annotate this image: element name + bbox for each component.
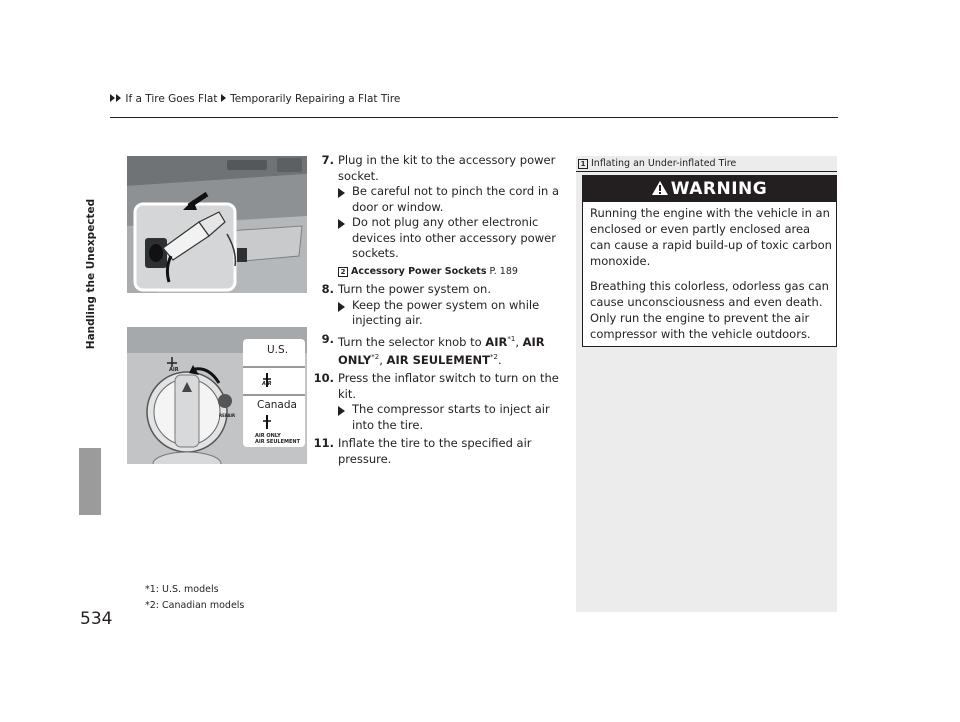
step-number: 8.: [321, 282, 334, 296]
step-text: Press the inflator switch to turn on the kit.: [338, 371, 559, 401]
warning-paragraph-1: Running the engine with the vehicle in an enclosed or even partly enclosed area can cause a rapid build-up of toxic carbon monoxide.: [590, 206, 832, 268]
warning-label: WARNING: [670, 179, 768, 199]
breadcrumb-part-1[interactable]: If a Tire Goes Flat: [125, 93, 218, 105]
breadcrumb-part-2[interactable]: Temporarily Repairing a Flat Tire: [230, 93, 401, 105]
air-seulement-mode-text: AIR SEULEMENT: [386, 352, 491, 367]
air-only-mode-text: AIR ONLY: [338, 334, 545, 367]
accessory-socket-drawing: [127, 156, 307, 293]
step-end: .: [497, 352, 502, 367]
step-number: 10.: [313, 371, 334, 386]
breadcrumb-arrow-icon: [110, 94, 115, 102]
step-sub-text: Keep the power system on while injecting air.: [352, 297, 540, 327]
bullet-arrow-icon: [338, 188, 345, 198]
footnote-marker: *2: [490, 352, 498, 361]
step-sub: [338, 184, 565, 215]
step-sub-text: Be careful not to pinch the cord in a door or window.: [352, 184, 560, 214]
procedure-steps: [310, 153, 565, 470]
side-note-title: [576, 156, 837, 169]
step-sub: [338, 215, 565, 262]
warning-box: [582, 175, 837, 347]
step-8: [310, 282, 565, 329]
side-tab-label: Handling the Unexpected: [85, 198, 97, 349]
air-seulement-label: AIR SEULEMENT: [255, 439, 300, 445]
breadcrumb-arrow-icon: [221, 94, 226, 102]
step-text: Inflate the tire to the specified air pressure.: [338, 436, 532, 466]
canada-label: Canada: [257, 399, 297, 411]
selector-knob-illustration: [127, 327, 307, 464]
side-note-header: [576, 156, 837, 172]
warning-triangle-icon: [652, 181, 668, 195]
reference-icon: 2: [338, 267, 348, 277]
footnote-marker: *1: [507, 334, 516, 343]
step-number: 9.: [321, 331, 334, 346]
step-9: [310, 332, 565, 369]
footnote-marker: *2: [371, 352, 380, 361]
side-note-rule: [576, 171, 837, 172]
air-mode-text: AIR: [485, 334, 508, 349]
step-11: [310, 436, 565, 467]
breadcrumb-arrow-icon: [116, 94, 121, 102]
reference-label[interactable]: Accessory Power Sockets: [351, 265, 487, 277]
step-sub: [338, 298, 565, 329]
bullet-arrow-icon: [338, 302, 345, 312]
us-label: U.S.: [267, 344, 289, 356]
step-text: [338, 332, 565, 369]
us-air-label: AIR: [262, 381, 272, 387]
repair-label: REPAIR: [219, 413, 236, 418]
step-sub: [338, 402, 565, 433]
separator: ,: [379, 352, 387, 367]
bullet-arrow-icon: [338, 406, 345, 416]
step-sub-text: Do not plug any other electronic devices into other accessory power sockets.: [352, 215, 556, 260]
bullet-arrow-icon: [338, 219, 345, 229]
step-number: 7.: [321, 153, 334, 167]
footnote-1: *1: U.S. models: [145, 584, 219, 595]
header-rule: [110, 117, 838, 118]
step-7: [310, 153, 565, 279]
side-tab: [84, 105, 98, 442]
side-note-title-text: Inflating an Under-inflated Tire: [591, 158, 737, 169]
reference-page: P. 189: [489, 265, 518, 277]
footnotes: [145, 582, 244, 614]
breadcrumb: [110, 93, 400, 105]
page-number: 534: [80, 609, 113, 629]
step-number: 11.: [313, 436, 334, 451]
note-marker-icon: 1: [578, 159, 588, 169]
cross-reference-link[interactable]: [338, 264, 565, 280]
side-thumb-block: [79, 448, 101, 515]
warning-banner: [583, 176, 836, 202]
separator: ,: [515, 334, 523, 349]
step-text-part: Turn the selector knob to: [338, 334, 486, 349]
warning-text: [590, 205, 833, 351]
footnote-2: *2: Canadian models: [145, 600, 245, 611]
accessory-socket-illustration: [127, 156, 307, 293]
step-10: [310, 371, 565, 433]
step-sub-text: The compressor starts to inject air into the tire.: [352, 402, 550, 432]
step-text: Plug in the kit to the accessory power socket.: [338, 153, 556, 183]
air-only-label: AIR ONLY: [255, 433, 281, 439]
knob-air-label: AIR: [169, 367, 179, 373]
warning-paragraph-2: Breathing this colorless, odorless gas can cause unconsciousness and even death. Only run the engine to prevent the air compressor with the vehicle outdoors.: [590, 279, 829, 341]
step-text: Turn the power system on.: [338, 282, 491, 296]
